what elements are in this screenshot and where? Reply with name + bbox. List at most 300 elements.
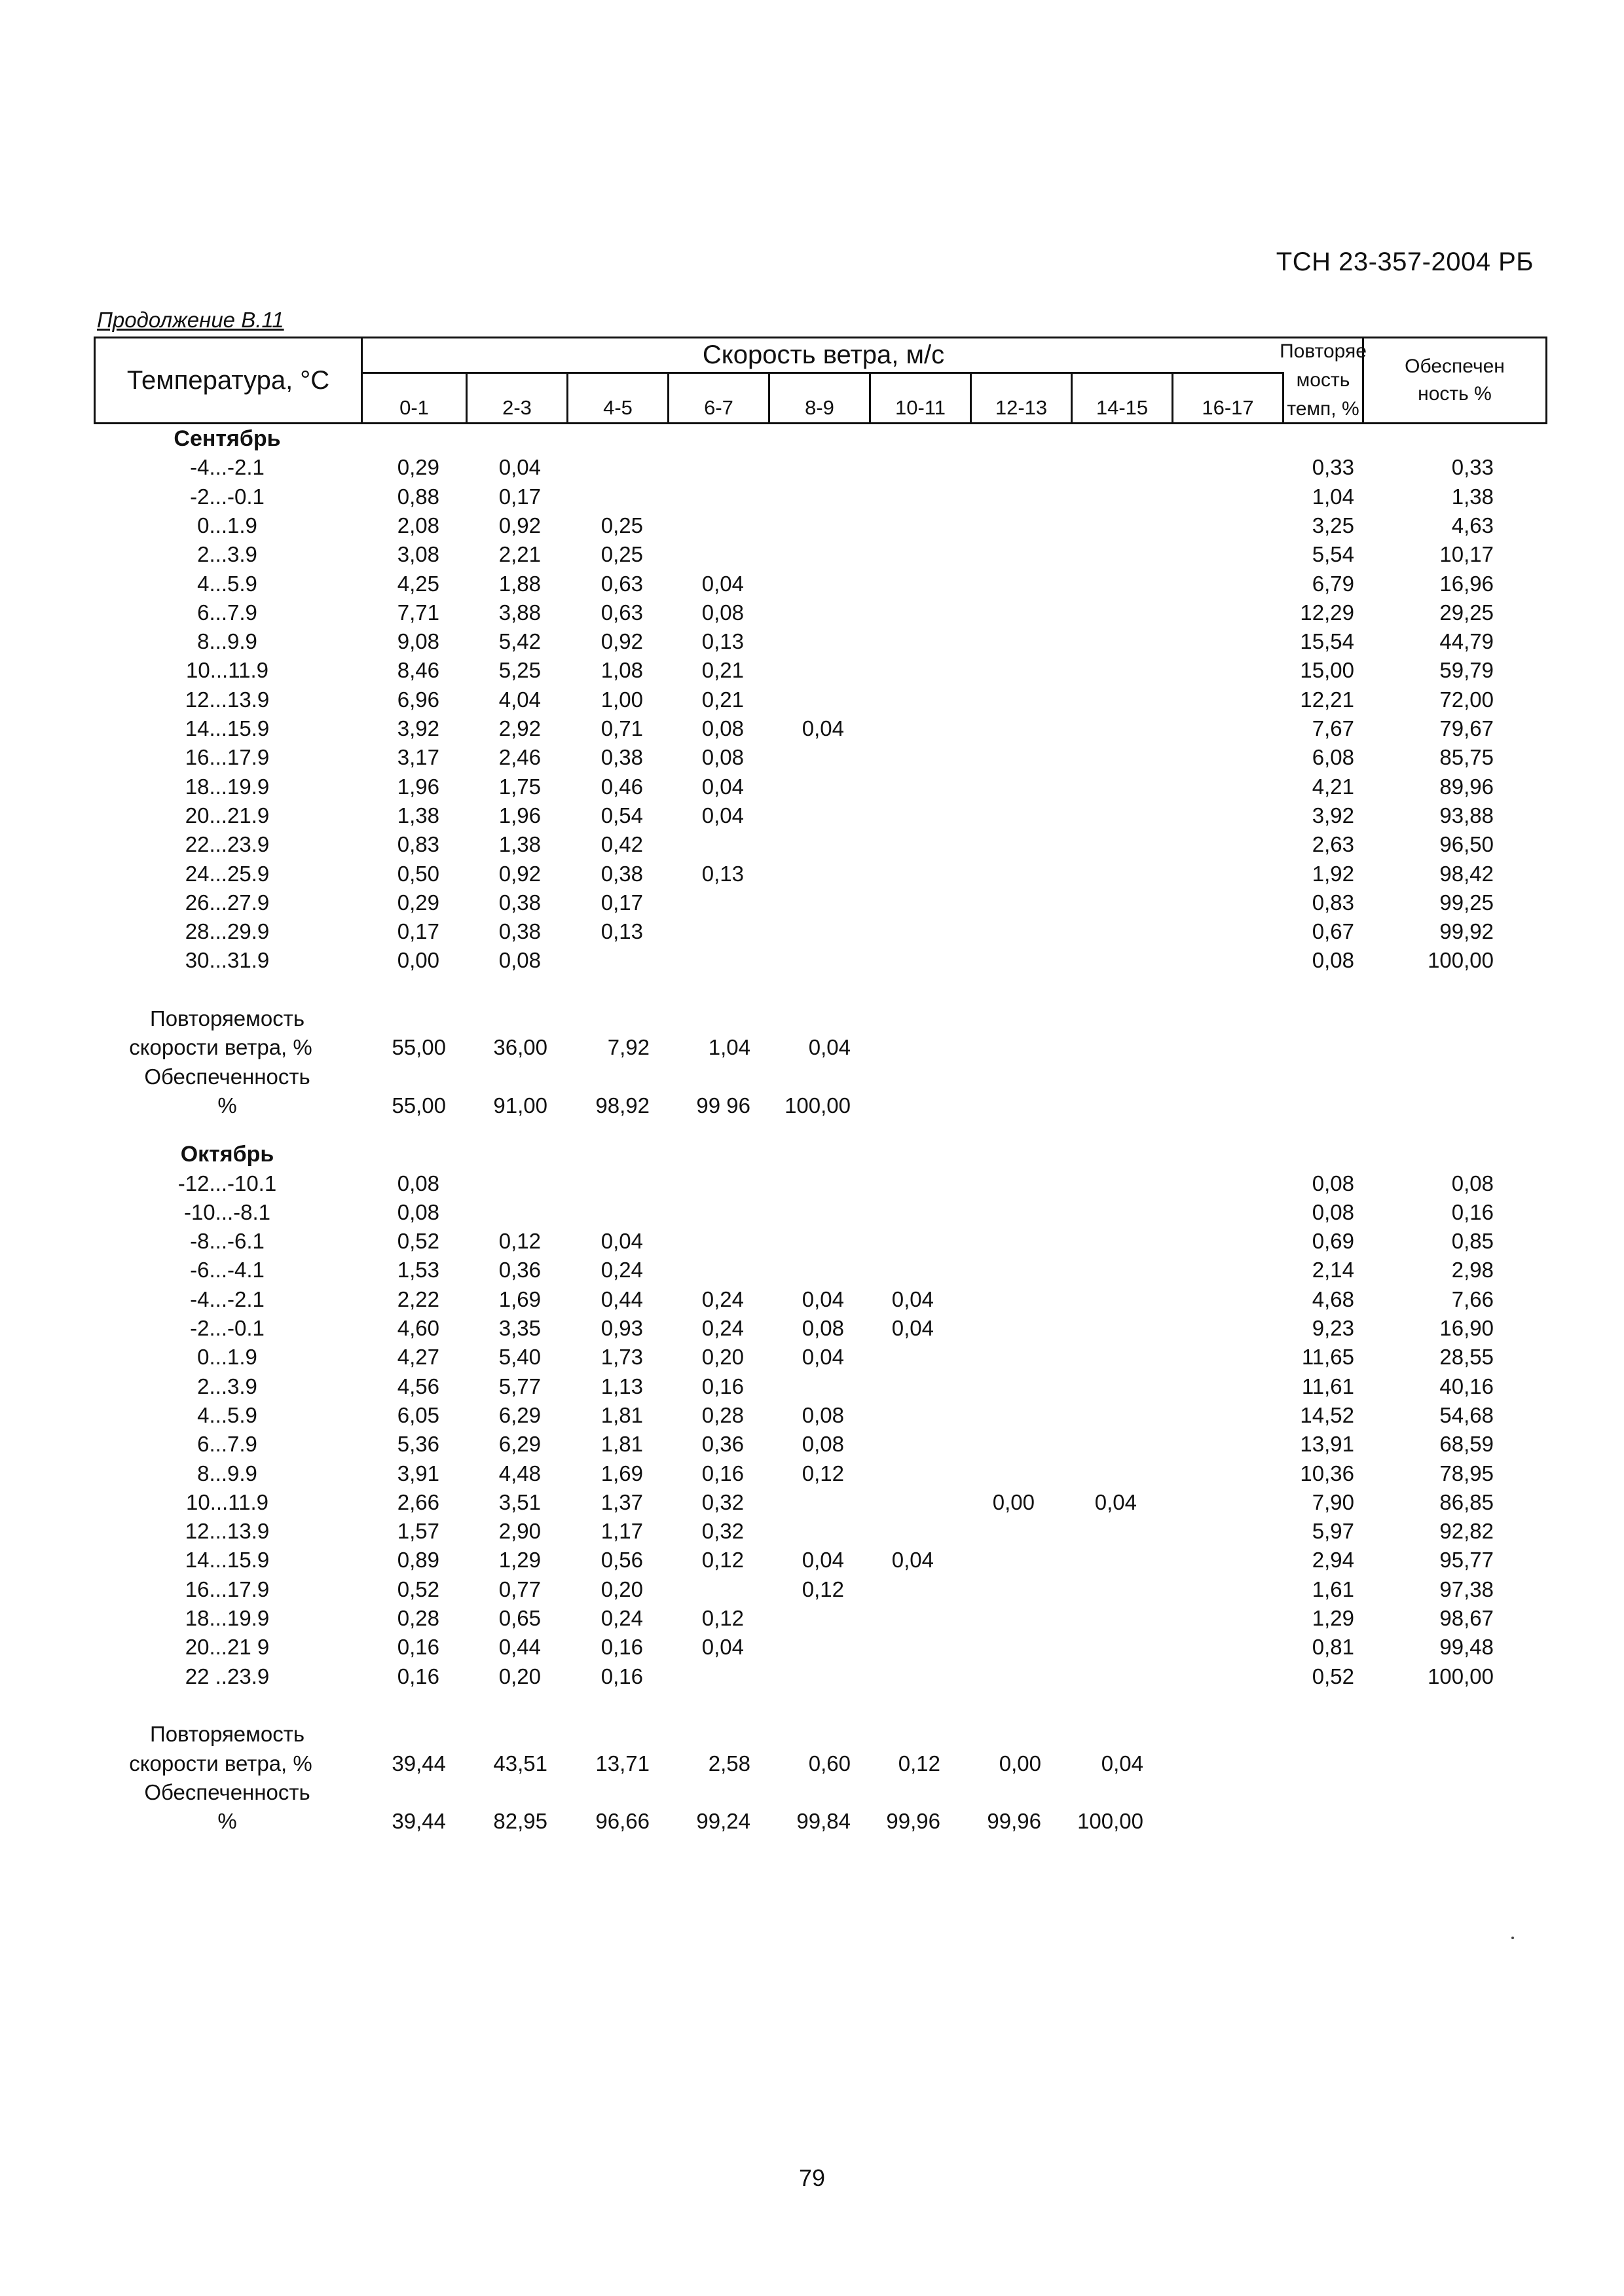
table-row (94, 1343, 1547, 1372)
summary-repeat-cell: 0,12 (898, 1751, 940, 1776)
summary-repeat-cell: 0,04 (1101, 1751, 1143, 1776)
repeatability-cell: 0,83 (1312, 890, 1354, 915)
summary-provision-cell: 55,00 (392, 1093, 446, 1118)
provision-cell: 16,90 (1439, 1316, 1494, 1340)
frequency-cell: 3,08 (397, 542, 439, 567)
frequency-cell: 0,65 (498, 1606, 541, 1630)
frequency-cell: 7,71 (397, 600, 439, 625)
provision-cell: 0,33 (1451, 455, 1494, 480)
frequency-cell: 4,04 (498, 687, 541, 712)
document-code: ТСН 23-357-2004 РБ (1276, 247, 1534, 276)
table-row (94, 1372, 1547, 1401)
frequency-cell: 1,13 (600, 1374, 643, 1398)
temperature-range: 2...3.9 (197, 542, 257, 567)
summary-provision-cell: 99 96 (696, 1093, 750, 1118)
frequency-cell: 0,50 (397, 861, 439, 886)
repeatability-cell: 3,25 (1312, 513, 1354, 538)
summary-repeat-cell: 13,71 (595, 1751, 650, 1776)
frequency-cell: 0,56 (600, 1548, 643, 1573)
frequency-cell: 0,04 (498, 455, 541, 480)
repeatability-cell: 7,90 (1312, 1489, 1354, 1514)
month-title-row (94, 424, 1547, 453)
frequency-cell: 3,17 (397, 745, 439, 770)
summary-repeat-cell: 36,00 (493, 1035, 547, 1060)
frequency-cell: 0,16 (397, 1664, 439, 1688)
frequency-cell: 0,08 (802, 1316, 844, 1340)
repeat-header-line: темп, % (1287, 398, 1359, 420)
table-header (94, 337, 1547, 424)
frequency-cell: 0,13 (701, 629, 744, 654)
provision-cell: 68,59 (1439, 1432, 1494, 1457)
repeatability-cell: 1,04 (1312, 484, 1354, 509)
scan-speck (1511, 1937, 1514, 1939)
frequency-cell: 1,69 (600, 1461, 643, 1485)
repeatability-cell: 2,94 (1312, 1548, 1354, 1573)
repeatability-cell: 13,91 (1300, 1432, 1354, 1457)
table-row (94, 483, 1547, 511)
provision-header (1364, 338, 1545, 422)
provision-cell: 0,08 (1451, 1171, 1494, 1195)
provision-cell: 98,67 (1439, 1606, 1494, 1630)
provision-cell: 93,88 (1439, 803, 1494, 828)
frequency-cell: 2,92 (498, 716, 541, 740)
frequency-cell: 0,28 (397, 1606, 439, 1630)
frequency-cell: 5,36 (397, 1432, 439, 1457)
frequency-cell: 0,20 (600, 1576, 643, 1601)
frequency-cell: 3,92 (397, 716, 439, 740)
provision-cell: 97,38 (1439, 1576, 1494, 1601)
frequency-cell: 0,77 (498, 1576, 541, 1601)
provision-cell: 89,96 (1439, 774, 1494, 799)
frequency-cell: 0,63 (600, 571, 643, 596)
frequency-cell: 2,22 (397, 1286, 439, 1311)
table-row (94, 714, 1547, 743)
provision-cell: 100,00 (1428, 948, 1494, 973)
table-row (94, 1198, 1547, 1227)
temperature-range: 8...9.9 (197, 629, 257, 654)
repeatability-cell: 0,69 (1312, 1229, 1354, 1254)
frequency-cell: 3,88 (498, 600, 541, 625)
frequency-cell: 0,16 (397, 1635, 439, 1660)
speed-column-header: 14-15 (1073, 374, 1173, 422)
repeatability-cell: 11,61 (1301, 1374, 1354, 1398)
frequency-cell: 0,44 (600, 1286, 643, 1311)
frequency-cell: 0,16 (701, 1461, 744, 1485)
summary-repeat-cell: 0,00 (999, 1751, 1041, 1776)
speed-column-header: 2-3 (468, 374, 568, 422)
repeatability-cell: 0,08 (1312, 1171, 1354, 1195)
continuation-label: Продолжение В.11 (97, 308, 284, 332)
frequency-cell: 0,04 (1094, 1489, 1137, 1514)
frequency-cell: 9,08 (397, 629, 439, 654)
frequency-cell: 0,38 (498, 919, 541, 944)
frequency-cell: 0,32 (701, 1489, 744, 1514)
repeat-header-line: Повторяе (1280, 340, 1367, 362)
repeatability-cell: 3,92 (1312, 803, 1354, 828)
temperature-range: 14...15.9 (185, 716, 270, 740)
frequency-cell: 0,08 (397, 1171, 439, 1195)
summary-repeat-cell: 55,00 (392, 1035, 446, 1060)
summary-label: Повторяемость (149, 1006, 305, 1030)
frequency-cell: 1,53 (397, 1258, 439, 1283)
provision-cell: 92,82 (1439, 1519, 1494, 1544)
frequency-cell: 0,52 (397, 1229, 439, 1254)
summary-repeat-cell: 43,51 (493, 1751, 547, 1776)
repeatability-cell: 1,29 (1312, 1606, 1354, 1630)
table-row (94, 1169, 1547, 1198)
temperature-range: 4...5.9 (197, 571, 257, 596)
table-row (94, 1285, 1547, 1314)
frequency-cell: 4,25 (397, 571, 439, 596)
frequency-cell: 0,17 (397, 919, 439, 944)
provision-cell: 86,85 (1439, 1489, 1494, 1514)
temperature-range: 28...29.9 (185, 919, 270, 944)
frequency-cell: 1,57 (397, 1519, 439, 1544)
temperature-range: 0...1.9 (197, 1345, 257, 1370)
temperature-range: 0...1.9 (197, 513, 257, 538)
summary-repeat-cell: 1,04 (708, 1035, 750, 1060)
repeatability-temp-header (1280, 338, 1367, 422)
speed-column-header: 12-13 (972, 374, 1073, 422)
summary-label: Повторяемость (149, 1722, 305, 1747)
summary-provision-row (94, 1807, 1547, 1836)
repeatability-cell: 5,54 (1312, 542, 1354, 567)
table-row (94, 1575, 1547, 1604)
frequency-cell: 0,12 (701, 1606, 744, 1630)
summary-label-row (94, 1778, 1547, 1807)
repeatability-cell: 7,67 (1312, 716, 1354, 740)
provision-cell: 78,95 (1439, 1461, 1494, 1485)
summary-repeat-cell: 2,58 (708, 1751, 750, 1776)
temperature-range: 20...21 9 (185, 1635, 270, 1660)
provision-header-line: Обеспечен (1405, 355, 1505, 377)
frequency-cell: 0,04 (600, 1229, 643, 1254)
frequency-cell: 8,46 (397, 658, 439, 683)
frequency-cell: 0,36 (498, 1258, 541, 1283)
repeatability-cell: 14,52 (1300, 1402, 1354, 1427)
frequency-cell: 1,81 (600, 1402, 643, 1427)
temperature-range: 10...11.9 (186, 1489, 268, 1514)
frequency-cell: 0,17 (498, 484, 541, 509)
table-row (94, 453, 1547, 482)
temperature-range: 2...3.9 (197, 1374, 257, 1398)
provision-header-line: ность % (1418, 383, 1492, 405)
provision-cell: 2,98 (1451, 1258, 1494, 1283)
frequency-cell: 0,92 (498, 513, 541, 538)
frequency-cell: 0,63 (600, 600, 643, 625)
frequency-cell: 0,21 (701, 687, 744, 712)
repeatability-cell: 0,08 (1312, 948, 1354, 973)
frequency-cell: 4,27 (397, 1345, 439, 1370)
table-row (94, 627, 1547, 656)
month-title: Октябрь (180, 1142, 274, 1167)
repeatability-cell: 0,67 (1312, 919, 1354, 944)
summary-repeat-cell: 0,60 (808, 1751, 851, 1776)
table-row (94, 1314, 1547, 1343)
frequency-cell: 0,00 (397, 948, 439, 973)
summary-provision-cell: 98,92 (595, 1093, 650, 1118)
page-number: 79 (798, 2164, 826, 2191)
repeatability-cell: 2,63 (1312, 832, 1354, 857)
speed-column-header: 0-1 (363, 374, 468, 422)
summary-provision-cell: 99,24 (696, 1809, 750, 1834)
repeatability-cell: 10,36 (1300, 1461, 1354, 1485)
frequency-cell: 0,04 (701, 1635, 744, 1660)
frequency-cell: 0,46 (600, 774, 643, 799)
frequency-cell: 6,96 (397, 687, 439, 712)
temperature-range: 18...19.9 (185, 774, 270, 799)
summary-provision-cell: 99,96 (886, 1809, 940, 1834)
speed-column-header: 10-11 (871, 374, 972, 422)
frequency-cell: 0,13 (701, 861, 744, 886)
summary-label-row (94, 1004, 1547, 1033)
speed-column-header: 8-9 (770, 374, 871, 422)
frequency-cell: 5,77 (498, 1374, 541, 1398)
frequency-cell: 0,21 (701, 658, 744, 683)
temperature-range: -12...-10.1 (177, 1171, 277, 1195)
table-row (94, 1227, 1547, 1256)
month-title-row (94, 1140, 1547, 1169)
summary-repeat-cell: 39,44 (392, 1751, 446, 1776)
frequency-cell: 0,29 (397, 890, 439, 915)
frequency-cell: 0,04 (802, 1345, 844, 1370)
frequency-cell: 1,81 (600, 1432, 643, 1457)
temperature-range: 24...25.9 (185, 861, 270, 886)
frequency-cell: 1,17 (600, 1519, 643, 1544)
frequency-cell: 0,12 (802, 1576, 844, 1601)
temperature-range: 22 ..23.9 (185, 1664, 270, 1688)
frequency-cell: 1,75 (498, 774, 541, 799)
frequency-cell: 0,20 (498, 1664, 541, 1688)
frequency-cell: 0,38 (600, 745, 643, 770)
table-row (94, 801, 1547, 830)
repeatability-cell: 15,54 (1300, 629, 1354, 654)
frequency-cell: 0,54 (600, 803, 643, 828)
frequency-cell: 0,08 (498, 948, 541, 973)
temperature-range: 26...27.9 (185, 890, 270, 915)
table-row (94, 1604, 1547, 1633)
frequency-cell: 0,04 (891, 1286, 934, 1311)
table-row (94, 1256, 1547, 1285)
repeatability-cell: 15,00 (1300, 658, 1354, 683)
table-row (94, 1401, 1547, 1430)
summary-label: скорости ветра, % (129, 1035, 312, 1060)
frequency-cell: 5,42 (498, 629, 541, 654)
temperature-range: 12...13.9 (185, 1519, 270, 1544)
provision-cell: 85,75 (1439, 745, 1494, 770)
provision-cell: 54,68 (1439, 1402, 1494, 1427)
table-row (94, 1546, 1547, 1575)
frequency-cell: 6,29 (498, 1432, 541, 1457)
table-row (94, 685, 1547, 714)
frequency-cell: 6,29 (498, 1402, 541, 1427)
provision-cell: 0,85 (1451, 1229, 1494, 1254)
provision-cell: 1,38 (1451, 484, 1494, 509)
table-row (94, 1633, 1547, 1662)
summary-repeat-cell: 7,92 (607, 1035, 650, 1060)
frequency-cell: 0,44 (498, 1635, 541, 1660)
frequency-cell: 0,38 (498, 890, 541, 915)
frequency-cell: 0,04 (891, 1548, 934, 1573)
frequency-cell: 1,96 (397, 774, 439, 799)
repeatability-cell: 11,65 (1301, 1345, 1354, 1370)
summary-label-row (94, 1720, 1547, 1749)
temperature-header: Температура, °С (96, 338, 363, 422)
repeatability-cell: 1,61 (1312, 1576, 1354, 1601)
frequency-cell: 4,56 (397, 1374, 439, 1398)
provision-cell: 99,92 (1439, 919, 1494, 944)
provision-cell: 16,96 (1439, 571, 1494, 596)
repeatability-cell: 4,68 (1312, 1286, 1354, 1311)
temperature-range: 22...23.9 (185, 832, 270, 857)
frequency-cell: 0,36 (701, 1432, 744, 1457)
provision-cell: 0,16 (1451, 1199, 1494, 1224)
frequency-cell: 2,08 (397, 513, 439, 538)
summary-label: Обеспеченность (144, 1064, 310, 1089)
table-row (94, 860, 1547, 888)
repeatability-cell: 0,52 (1312, 1664, 1354, 1688)
repeatability-cell: 2,14 (1312, 1258, 1354, 1283)
provision-cell: 44,79 (1439, 629, 1494, 654)
frequency-cell: 0,24 (701, 1286, 744, 1311)
table-row (94, 1430, 1547, 1459)
frequency-cell: 1,38 (498, 832, 541, 857)
table-row (94, 888, 1547, 917)
table-row (94, 540, 1547, 569)
frequency-cell: 1,00 (600, 687, 643, 712)
repeatability-cell: 1,92 (1312, 861, 1354, 886)
table-row (94, 917, 1547, 946)
temperature-range: -6...-4.1 (190, 1258, 265, 1283)
provision-cell: 99,25 (1439, 890, 1494, 915)
frequency-cell: 0,04 (701, 571, 744, 596)
frequency-cell: 1,29 (498, 1548, 541, 1573)
summary-label: Обеспеченность (144, 1779, 310, 1804)
frequency-cell: 0,08 (802, 1402, 844, 1427)
speed-column-header: 6-7 (669, 374, 770, 422)
frequency-cell: 0,88 (397, 484, 439, 509)
repeatability-cell: 0,08 (1312, 1199, 1354, 1224)
frequency-cell: 0,83 (397, 832, 439, 857)
frequency-cell: 0,24 (600, 1606, 643, 1630)
provision-cell: 59,79 (1439, 658, 1494, 683)
frequency-cell: 0,08 (397, 1199, 439, 1224)
temperature-range: -4...-2.1 (190, 1286, 265, 1311)
frequency-cell: 0,52 (397, 1576, 439, 1601)
summary-provision-cell: 100,00 (1077, 1809, 1143, 1834)
temperature-range: -10...-8.1 (183, 1199, 271, 1224)
frequency-cell: 0,04 (802, 1548, 844, 1573)
temperature-range: 18...19.9 (185, 1606, 270, 1630)
frequency-cell: 0,04 (891, 1316, 934, 1340)
frequency-cell: 0,29 (397, 455, 439, 480)
temperature-range: 10...11.9 (186, 658, 268, 683)
table-row (94, 1459, 1547, 1488)
summary-provision-cell: 39,44 (392, 1809, 446, 1834)
frequency-cell: 0,12 (802, 1461, 844, 1485)
frequency-cell: 0,16 (600, 1635, 643, 1660)
frequency-cell: 0,16 (701, 1374, 744, 1398)
table-row (94, 511, 1547, 540)
temperature-range: 14...15.9 (185, 1548, 270, 1573)
temperature-range: 12...13.9 (185, 687, 270, 712)
month-title: Сентябрь (174, 426, 281, 451)
provision-cell: 29,25 (1439, 600, 1494, 625)
provision-cell: 40,16 (1439, 1374, 1494, 1398)
frequency-cell: 0,12 (498, 1229, 541, 1254)
summary-repeat-cell: 0,04 (808, 1035, 851, 1060)
wind-speed-header: Скорость ветра, м/с (363, 338, 1284, 374)
frequency-cell: 5,25 (498, 658, 541, 683)
frequency-cell: 1,88 (498, 571, 541, 596)
frequency-cell: 1,08 (600, 658, 643, 683)
provision-cell: 72,00 (1439, 687, 1494, 712)
frequency-cell: 0,28 (701, 1402, 744, 1427)
temperature-range: -2...-0.1 (190, 484, 265, 509)
provision-cell: 99,48 (1439, 1635, 1494, 1660)
provision-cell: 7,66 (1451, 1286, 1494, 1311)
summary-provision-cell: 99,96 (987, 1809, 1041, 1834)
temperature-range: 16...17.9 (185, 1576, 270, 1601)
frequency-cell: 0,04 (701, 774, 744, 799)
frequency-cell: 0,25 (600, 542, 643, 567)
temperature-range: -2...-0.1 (190, 1316, 265, 1340)
frequency-cell: 0,08 (802, 1432, 844, 1457)
provision-cell: 95,77 (1439, 1548, 1494, 1573)
table-row (94, 598, 1547, 627)
table-row (94, 656, 1547, 685)
frequency-cell: 1,38 (397, 803, 439, 828)
temperature-range: -8...-6.1 (190, 1229, 265, 1254)
frequency-cell: 2,90 (498, 1519, 541, 1544)
temperature-range: 4...5.9 (197, 1402, 257, 1427)
frequency-cell: 0,32 (701, 1519, 744, 1544)
frequency-cell: 1,96 (498, 803, 541, 828)
frequency-cell: 3,91 (397, 1461, 439, 1485)
provision-cell: 98,42 (1439, 861, 1494, 886)
repeatability-cell: 0,33 (1312, 455, 1354, 480)
summary-provision-cell: 100,00 (784, 1093, 851, 1118)
provision-cell: 100,00 (1428, 1664, 1494, 1688)
speed-column-header: 16-17 (1173, 374, 1284, 422)
summary-provision-cell: 96,66 (595, 1809, 650, 1834)
summary-label: % (217, 1093, 237, 1118)
frequency-cell: 5,40 (498, 1345, 541, 1370)
frequency-cell: 3,51 (498, 1489, 541, 1514)
frequency-cell: 0,04 (701, 803, 744, 828)
frequency-cell: 0,12 (701, 1548, 744, 1573)
temperature-range: 6...7.9 (197, 600, 257, 625)
repeatability-cell: 0,81 (1312, 1635, 1354, 1660)
frequency-cell: 0,89 (397, 1548, 439, 1573)
frequency-cell: 0,25 (600, 513, 643, 538)
temperature-range: 20...21.9 (185, 803, 270, 828)
frequency-cell: 0,24 (701, 1316, 744, 1340)
frequency-cell: 0,20 (701, 1345, 744, 1370)
table-row (94, 1517, 1547, 1546)
temperature-range: 30...31.9 (185, 948, 270, 973)
summary-repeat-row (94, 1033, 1547, 1062)
table-row (94, 1662, 1547, 1691)
temperature-range: 16...17.9 (185, 745, 270, 770)
frequency-cell: 2,21 (498, 542, 541, 567)
frequency-cell: 0,04 (802, 1286, 844, 1311)
frequency-cell: 6,05 (397, 1402, 439, 1427)
frequency-cell: 4,60 (397, 1316, 439, 1340)
frequency-cell: 0,00 (992, 1489, 1035, 1514)
frequency-cell: 0,71 (600, 716, 643, 740)
frequency-cell: 0,08 (701, 600, 744, 625)
